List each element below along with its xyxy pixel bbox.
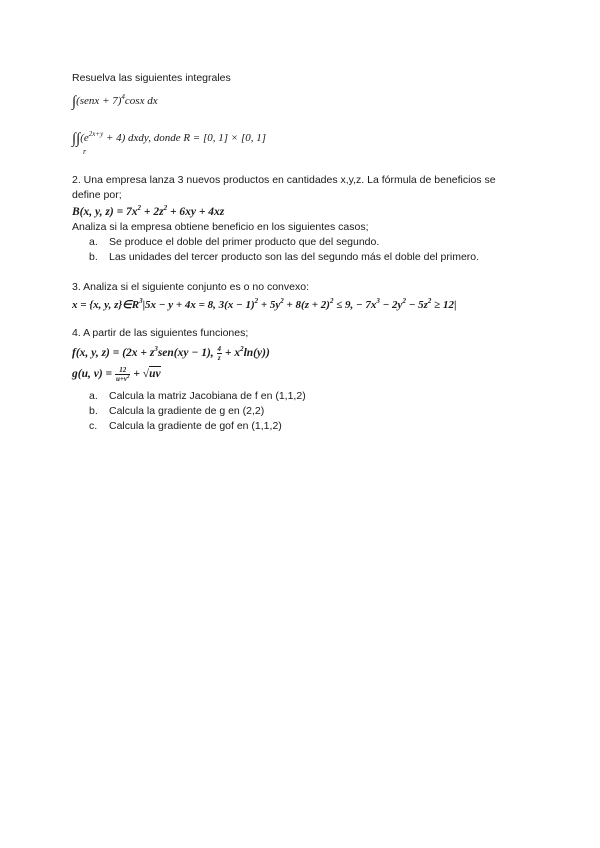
g-definition: g(u, v) = $\frac{12}{u+v^2}$ + √uv [72,366,161,383]
q2-item-a: a. Se produce el doble del primer producto que del segundo. [89,236,380,248]
q2-item-b: b. Las unidades del tercer producto son las del segundo más el doble del primero. [89,251,480,263]
q2-analysis: Analiza si la empresa obtiene beneficio en los siguientes casos; [72,221,369,233]
q4-line1: 4. A partir de las siguientes funciones; [72,327,249,339]
integral-2-region: r [83,147,87,156]
f-definition: f(x, y, $z) = (2x + z^3sen(xy - 1)$, $\frac{4}{z}$ + $x^2\ln(y)$) [72,345,270,362]
q2-line1: 2. Una empresa lanza 3 nuevos productos en cantidades x,y,z. La fórmula de beneficios se [72,174,496,186]
integral-2: $\int\int(e^{2x+y} + 4)$ dxdy, donde R = [0, 1] × [0, 1] [72,130,267,147]
q2-line2: define por; [72,189,122,201]
q3-equation: x = {x, y, $z\}\in R^3|5x - y + 4x = 8$, $3(x - 1)^2 + 5y^2 + 8(z + 2)^2 \le 9$, − $7x^3 - 2y^2 - 5z^2 \ge 12|$ [72,297,457,311]
q4-item-b: b. Calcula la gradiente de g en (2,2) [89,405,265,417]
q2-equation: B(x, y, $z) = 7x^2 + 2z^2 + 6xy + 4xz$ [72,204,225,218]
integral-1: ∫(senx + 7)$^4$cosx dx [72,93,158,110]
f-fraction: $\frac{4}{z}$ [217,345,222,362]
q3-line1: 3. Analiza si el siguiente conjunto es o no convexo: [72,281,309,293]
intro-text: Resuelva las siguientes integrales [72,72,231,84]
g-fraction: $\frac{12}{u+v^2}$ [115,366,130,383]
q4-item-a: a. Calcula la matriz Jacobiana de f en (1,1,2) [89,390,306,402]
q4-item-c: c. Calcula la gradiente de gof en (1,1,2) [89,420,282,432]
